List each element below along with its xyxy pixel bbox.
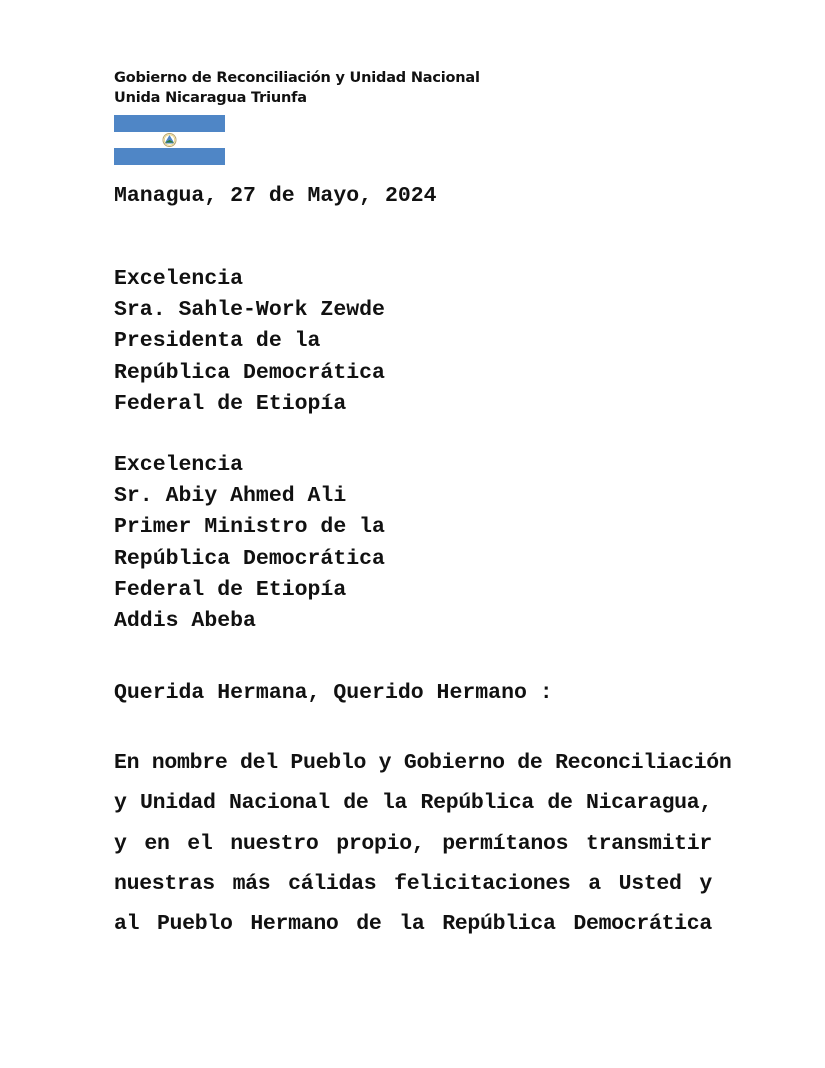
recipient-prime-minister-block <box>114 450 385 637</box>
recipient-line: Primer Ministro de la <box>114 515 385 540</box>
recipient-president-block <box>114 264 385 420</box>
recipient-line: República Democrática <box>114 546 385 571</box>
recipient-line: Excelencia <box>114 453 244 477</box>
body-line: En nombre del Pueblo y Gobierno de Reconciliación <box>114 751 732 775</box>
letter-date: Managua, 27 de Mayo, 2024 <box>114 184 437 208</box>
body-line: al Pueblo Hermano de la República Democrática <box>114 912 712 937</box>
nicaragua-flag-icon <box>114 115 225 165</box>
recipient-line: Sra. Sahle-Work Zewde <box>114 298 385 323</box>
body-line: y Unidad Nacional de la República de Nicaragua, <box>114 791 712 816</box>
recipient-line: Excelencia <box>114 267 244 291</box>
letterhead-government-name: Gobierno de Reconciliación y Unidad Nacional <box>114 70 480 86</box>
recipient-line: Addis Abeba <box>114 609 256 634</box>
letterhead <box>114 68 480 108</box>
body-line: nuestras más cálidas felicitaciones a Usted y <box>114 871 712 896</box>
letterhead-slogan: Unida Nicaragua Triunfa <box>114 90 307 106</box>
recipient-line: Federal de Etiopía <box>114 391 347 416</box>
recipient-line: República Democrática <box>114 360 385 385</box>
recipient-line: Presidenta de la <box>114 329 321 354</box>
salutation: Querida Hermana, Querido Hermano : <box>114 681 553 705</box>
recipient-line: Federal de Etiopía <box>114 577 347 602</box>
body-line: y en el nuestro propio, permítanos transmitir <box>114 831 712 856</box>
recipient-line: Sr. Abiy Ahmed Ali <box>114 484 347 509</box>
letter-body-paragraph <box>114 743 732 944</box>
